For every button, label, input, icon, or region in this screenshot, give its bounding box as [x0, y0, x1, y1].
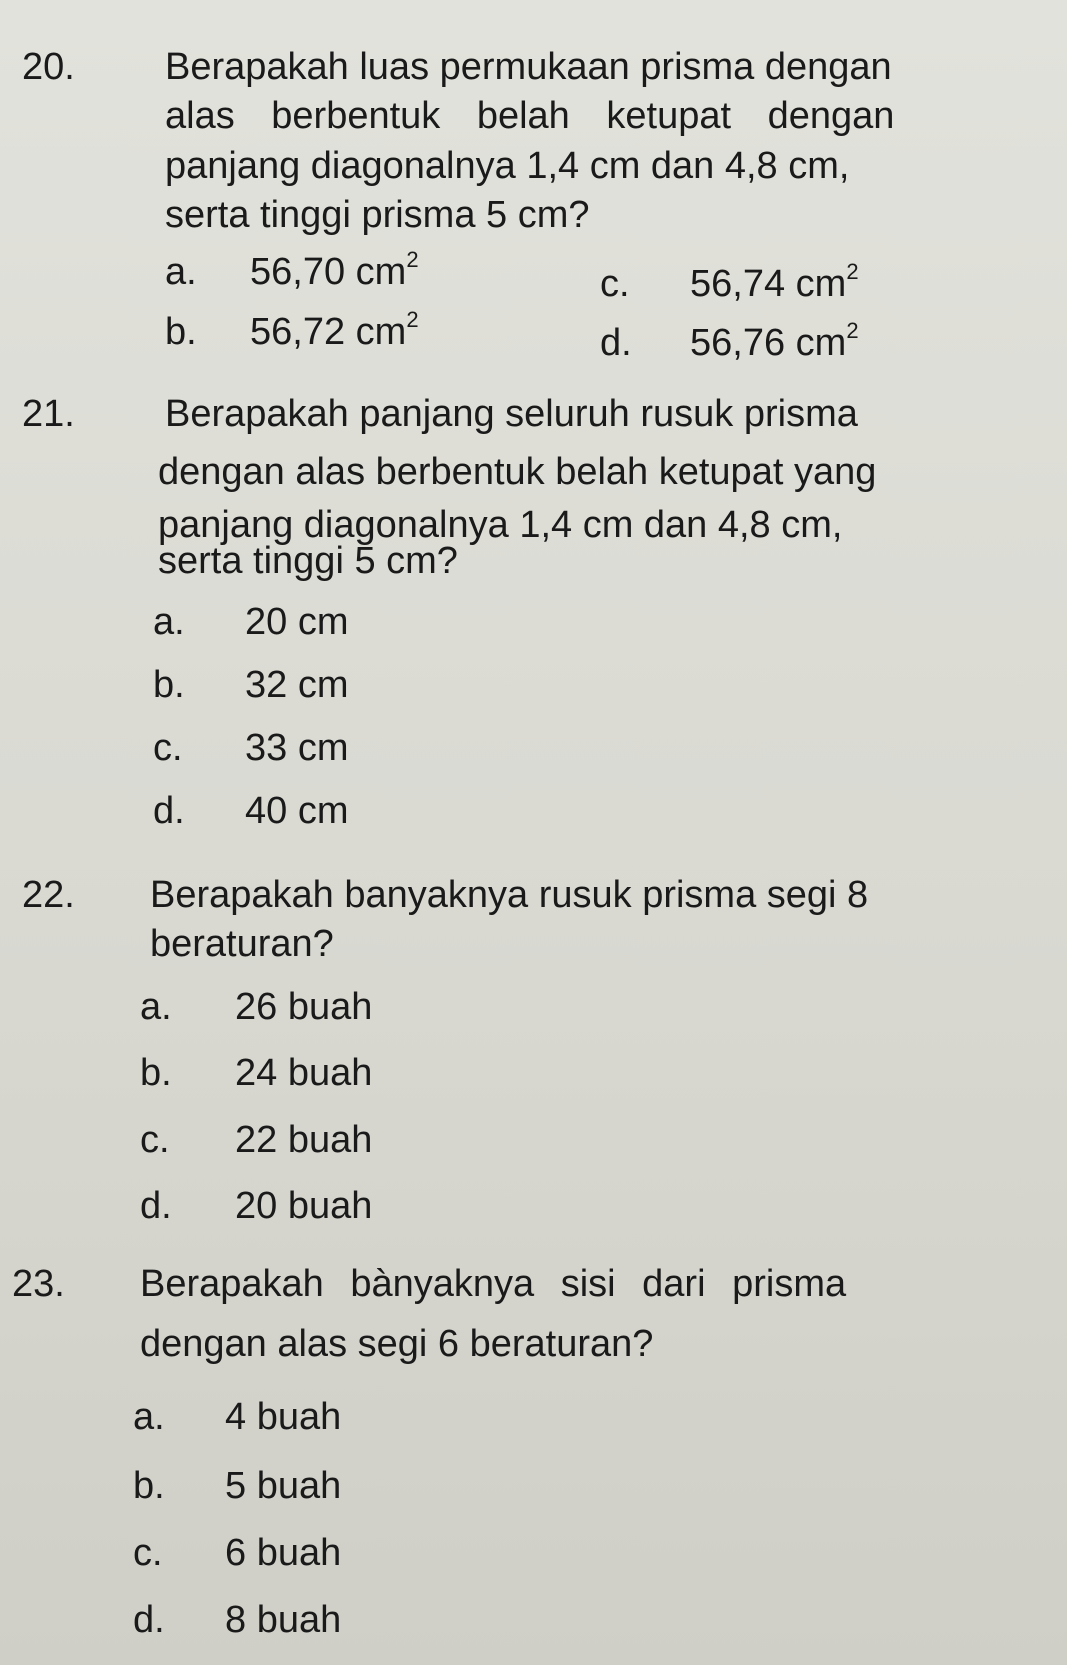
question-21-option-a: 20 cm — [245, 601, 349, 643]
question-23-option-d: 8 buah — [225, 1599, 342, 1641]
question-22-line-2: beraturan? — [150, 923, 334, 965]
question-21-line-3: panjang diagonalnya 1,4 cm dan 4,8 cm, — [158, 504, 843, 546]
question-23-line-2: dengan alas segi 6 beraturan? — [140, 1323, 654, 1365]
question-21-option-c-letter: c. — [153, 727, 183, 769]
question-22-option-d: 20 buah — [235, 1185, 373, 1227]
question-23-option-b-letter: b. — [133, 1465, 165, 1507]
question-23-option-b: 5 buah — [225, 1465, 342, 1507]
question-20-line-3: panjang diagonalnya 1,4 cm dan 4,8 cm, — [165, 145, 850, 187]
question-22-number: 22. — [22, 874, 75, 916]
question-21-line-2: dengan alas berbentuk belah ketupat yang — [158, 451, 877, 493]
question-23-option-c: 6 buah — [225, 1532, 342, 1574]
question-23-option-c-letter: c. — [133, 1532, 163, 1574]
question-22-option-d-letter: d. — [140, 1185, 172, 1227]
question-22-option-c-letter: c. — [140, 1119, 170, 1161]
question-22-option-b: 24 buah — [235, 1052, 373, 1094]
question-23-option-a: 4 buah — [225, 1396, 342, 1438]
question-21-option-c: 33 cm — [245, 727, 349, 769]
question-20-option-a-letter: a. — [165, 251, 197, 293]
question-22-option-a-letter: a. — [140, 986, 172, 1028]
question-21-option-a-letter: a. — [153, 601, 185, 643]
question-21-number: 21. — [22, 393, 75, 435]
question-20-number: 20. — [22, 46, 75, 88]
question-21-option-d: 40 cm — [245, 790, 349, 832]
question-21-option-b-letter: b. — [153, 664, 185, 706]
question-20-line-2: alas berbentuk belah ketupat dengan — [165, 95, 895, 137]
question-21-line-1: Berapakah panjang seluruh rusuk prisma — [165, 393, 858, 435]
question-21-option-b: 32 cm — [245, 664, 349, 706]
question-22-line-1: Berapakah banyaknya rusuk prisma segi 8 — [150, 874, 869, 916]
question-21-line-4: serta tinggi 5 cm? — [158, 540, 458, 582]
question-20-option-c-letter: c. — [600, 263, 630, 305]
question-20-line-4: serta tinggi prisma 5 cm? — [165, 194, 590, 236]
question-22-option-c: 22 buah — [235, 1119, 373, 1161]
question-23-line-1: Berapakah bànyaknya sisi dari prisma — [140, 1263, 847, 1305]
question-22-option-b-letter: b. — [140, 1052, 172, 1094]
question-23-option-a-letter: a. — [133, 1396, 165, 1438]
question-20-option-d: 56,76 $cm^2$ — [690, 318, 859, 364]
question-20-option-b: 56,72 $cm^2$ — [250, 307, 419, 353]
question-23-number: 23. — [12, 1263, 65, 1305]
question-22-option-a: 26 buah — [235, 986, 373, 1028]
question-23-option-d-letter: d. — [133, 1599, 165, 1641]
question-20-line-1: Berapakah luas permukaan prisma dengan — [165, 46, 892, 88]
question-20-option-a: 56,70 $cm^2$ — [250, 247, 419, 293]
question-20-option-d-letter: d. — [600, 322, 632, 364]
question-21-option-d-letter: d. — [153, 790, 185, 832]
question-20-option-c: 56,74 $cm^2$ — [690, 259, 859, 305]
question-20-option-b-letter: b. — [165, 311, 197, 353]
